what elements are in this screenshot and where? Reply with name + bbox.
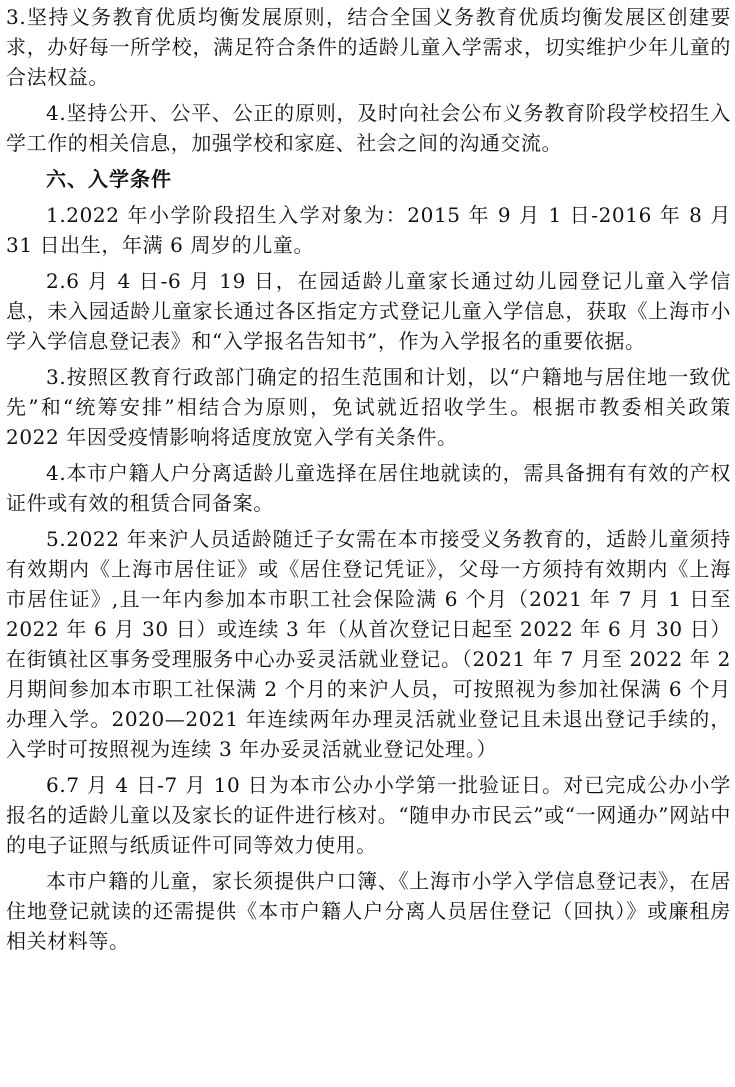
paragraph-condition-5: 5.2022 年来沪人员适龄随迁子女需在本市接受义务教育的，适龄儿童须持有效期内《上海市居住证》或《居住登记凭证》，父母一方须持有效期内《上海市居住证》,且一年内参加本市职工社会保险满 6 个月（2021 年 7 月 1 日至 2022 年 6 月 30 日）或连续 3 年（从首次登记日起至 2022 年 6 月 30 日）在街镇社区事务受理服务中心办妥灵活就业登记。（2021 年 7 月至 2022 年 2 月期间参加本市职工社保满 2 个月的来沪人员，可按照视为参加社保满 6 个月办理入学。2020—2021 年连续两年办理灵活就业登记且未退出登记手续的，入学时可按照视为连续 3 年办妥灵活就业登记处理。）: [6, 527, 731, 761]
paragraph-principle-3: 3.坚持义务教育优质均衡发展原则，结合全国义务教育优质均衡发展区创建要求，办好每一所学校，满足符合条件的适龄儿童入学需求，切实维护少年儿童的合法权益。: [6, 5, 731, 89]
paragraph-condition-3: 3.按照区教育行政部门确定的招生范围和计划，以“户籍地与居住地一致优先”和“统筹安排”相结合为原则，免试就近招收学生。根据市教委相关政策 2022 年因受疫情影响将适度放宽入学有关条件。: [6, 365, 731, 449]
paragraph-condition-2: 2.6 月 4 日-6 月 19 日，在园适龄儿童家长通过幼儿园登记儿童入学信息，未入园适龄儿童家长通过各区指定方式登记儿童入学信息，获取《上海市小学入学信息登记表》和“入学报名告知书”，作为入学报名的重要依据。: [6, 269, 731, 353]
paragraph-condition-6: 6.7 月 4 日-7 月 10 日为本市公办小学第一批验证日。对已完成公办小学报名的适龄儿童以及家长的证件进行核对。“随申办市民云”或“一网通办”网站中的电子证照与纸质证件可同等效力使用。: [6, 773, 731, 857]
paragraph-condition-4: 4.本市户籍人户分离适龄儿童选择在居住地就读的，需具备拥有有效的产权证件或有效的租赁合同备案。: [6, 461, 731, 515]
paragraph-principle-4: 4.坚持公开、公平、公正的原则，及时向社会公布义务教育阶段学校招生入学工作的相关信息，加强学校和家庭、社会之间的沟通交流。: [6, 101, 731, 155]
paragraph-condition-1: 1.2022 年小学阶段招生入学对象为：2015 年 9 月 1 日-2016 年 8 月 31 日出生，年满 6 周岁的儿童。: [6, 203, 731, 257]
paragraph-local-household: 本市户籍的儿童，家长须提供户口簿、《上海市小学入学信息登记表》，在居住地登记就读的还需提供《本市户籍人户分离人员居住登记（回执）》或廉租房相关材料等。: [6, 869, 731, 953]
section-heading: 六、入学条件: [46, 167, 172, 191]
